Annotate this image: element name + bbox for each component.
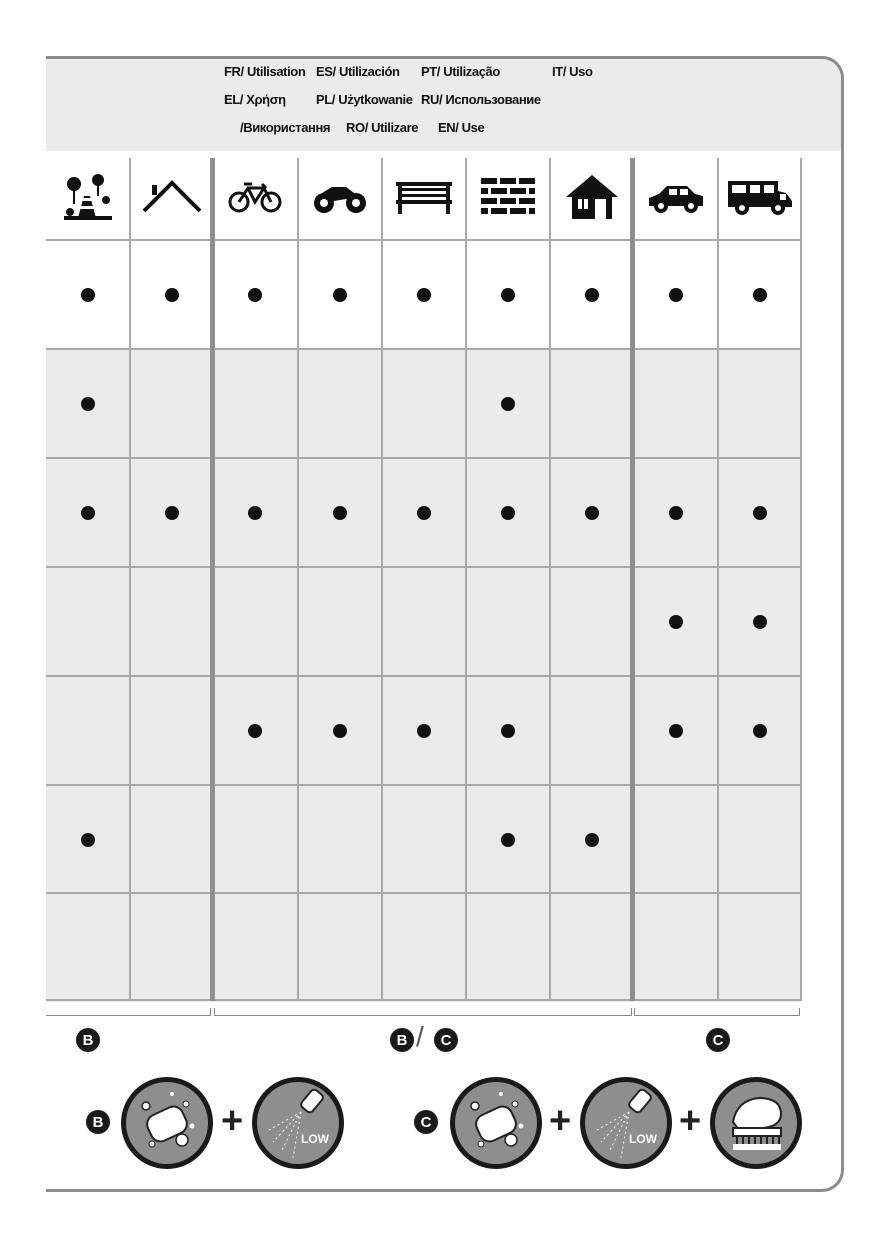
usage-dot: [165, 288, 179, 302]
group-b-badge: B: [76, 1028, 100, 1052]
usage-dot: [333, 288, 347, 302]
usage-dot: [669, 724, 683, 738]
column-divider: [465, 158, 467, 1001]
motorcycle-icon: [312, 179, 368, 220]
procedure-c-badge: C: [414, 1110, 438, 1134]
column-header: [634, 158, 718, 240]
house-icon: [564, 173, 620, 226]
lang-ro: RO/ Utilizare: [346, 120, 419, 135]
table-row: [46, 893, 801, 1002]
column-header: [382, 158, 466, 240]
column-divider: [717, 158, 719, 1001]
soap-bubbles-icon: [455, 1082, 537, 1164]
column-divider: [381, 158, 383, 1001]
lang-el: EL/ Χρήση: [224, 92, 286, 107]
usage-dot: [753, 615, 767, 629]
column-header: [298, 158, 382, 240]
column-divider: [210, 158, 215, 1001]
group-bc-badge-c: C: [434, 1028, 458, 1052]
group-bc-badge-b: B: [390, 1028, 414, 1052]
spray-low-label: LOW: [629, 1132, 657, 1146]
usage-dot: [248, 506, 262, 520]
usage-dot: [417, 506, 431, 520]
group-bracket-bc: [214, 1008, 632, 1016]
brick-wall-icon: [479, 176, 537, 223]
procedure-c-brush-step: [710, 1077, 802, 1169]
usage-dot: [501, 397, 515, 411]
usage-dot: [81, 506, 95, 520]
soap-bubbles-icon: [126, 1082, 208, 1164]
usage-dot: [669, 506, 683, 520]
column-header: [213, 158, 297, 240]
lang-es: ES/ Utilización: [316, 64, 400, 79]
roof-icon: [140, 177, 204, 222]
language-header: [46, 59, 841, 151]
usage-dot: [81, 397, 95, 411]
row-divider: [46, 457, 801, 459]
row-divider: [46, 348, 801, 350]
procedure-b-spray-step: [252, 1077, 344, 1169]
column-header: [550, 158, 634, 240]
row-divider: [46, 566, 801, 568]
usage-dot: [669, 288, 683, 302]
usage-dot: [501, 506, 515, 520]
spray-low-label: LOW: [301, 1132, 329, 1146]
usage-dot: [333, 506, 347, 520]
column-divider: [549, 158, 551, 1001]
low-pressure-spray-icon: [257, 1082, 339, 1164]
usage-dot: [248, 288, 262, 302]
row-divider: [46, 239, 801, 241]
car-icon: [645, 180, 707, 219]
lang-pl: PL/ Użytkowanie: [316, 92, 413, 107]
column-divider: [630, 158, 635, 1001]
scrub-brush-icon: [715, 1082, 797, 1164]
usage-dot: [417, 724, 431, 738]
lang-ru: RU/ Использование: [421, 92, 541, 107]
usage-dot: [585, 288, 599, 302]
group-bracket-b: [46, 1008, 211, 1016]
column-divider: [800, 158, 802, 1001]
usage-dot: [81, 833, 95, 847]
plus-icon: +: [549, 1100, 572, 1142]
usage-dot: [248, 724, 262, 738]
bench-icon: [394, 180, 454, 219]
usage-dot: [417, 288, 431, 302]
row-divider: [46, 675, 801, 677]
table-row: [46, 567, 801, 676]
table-row: [46, 349, 801, 458]
procedure-c-soap-step: [450, 1077, 542, 1169]
column-divider: [297, 158, 299, 1001]
usage-dot: [81, 288, 95, 302]
usage-dot: [585, 833, 599, 847]
plus-icon: +: [679, 1100, 702, 1142]
column-header: [718, 158, 802, 240]
bicycle-icon: [228, 180, 282, 219]
camper-van-icon: [726, 177, 794, 222]
column-divider: [129, 158, 131, 1001]
group-c-badge: C: [706, 1028, 730, 1052]
row-divider: [46, 892, 801, 894]
table-row: [46, 785, 801, 894]
column-header: [130, 158, 214, 240]
column-header: [46, 158, 130, 240]
column-header: [466, 158, 550, 240]
low-pressure-spray-icon: [585, 1082, 667, 1164]
usage-dot: [501, 833, 515, 847]
row-divider: [46, 999, 801, 1001]
row-divider: [46, 784, 801, 786]
group-bracket-c: [634, 1008, 800, 1016]
usage-dot: [165, 506, 179, 520]
usage-dot: [669, 615, 683, 629]
lang-en: EN/ Use: [438, 120, 485, 135]
lang-fr: FR/ Utilisation: [224, 64, 306, 79]
usage-dot: [333, 724, 347, 738]
usage-dot: [501, 288, 515, 302]
lang-pt: PT/ Utilização: [421, 64, 500, 79]
usage-dot: [753, 288, 767, 302]
procedure-b-badge: B: [86, 1110, 110, 1134]
usage-dot: [585, 506, 599, 520]
usage-dot: [501, 724, 515, 738]
slash-separator: /: [416, 1021, 424, 1052]
usage-dot: [753, 724, 767, 738]
plus-icon: +: [221, 1100, 244, 1142]
lang-uk: /Використання: [240, 120, 331, 135]
garden-icon: [60, 172, 116, 227]
lang-it: IT/ Uso: [552, 64, 593, 79]
usage-dot: [753, 506, 767, 520]
procedure-c-spray-step: [580, 1077, 672, 1169]
procedure-b-soap-step: [121, 1077, 213, 1169]
